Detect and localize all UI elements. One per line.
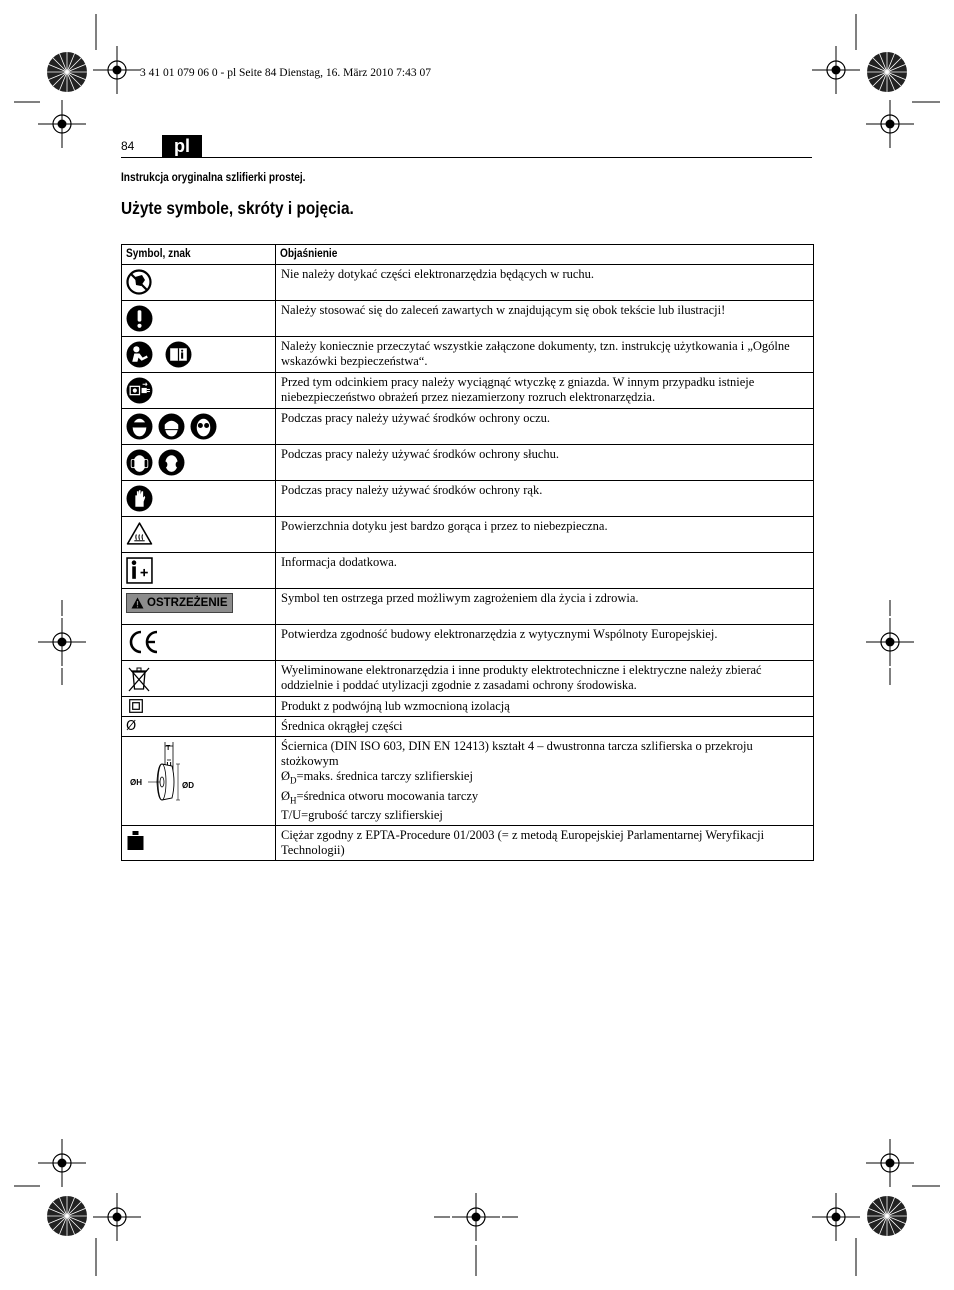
explanation-cell: Produkt z podwójną lub wzmocnioną izolacją: [276, 697, 814, 717]
explanation-cell: Wyeliminowane elektronarzędzia i inne produkty elektrotechniczne i elektryczne należy zbierać oddzielnie i poddać utylizacji zgodnie z zasadami ochrony środowiska.: [276, 661, 814, 697]
gloves-icon: [126, 485, 153, 512]
manual-book-icon: [165, 341, 192, 368]
explanation-cell: Podczas pracy należy używać środków ochrony oczu.: [276, 409, 814, 445]
explanation-cell: Przed tym odcinkiem pracy należy wyciągnąć wtyczkę z gniazda. W innym przypadku istnieje niebezpieczeństwo obrażeń przez niezamierzony rozruch elektronarzędzia.: [276, 373, 814, 409]
table-row: [122, 409, 814, 445]
table-row: [122, 481, 814, 517]
explanation-cell: Podczas pracy należy używać środków ochrony rąk.: [276, 481, 814, 517]
table-row: [122, 661, 814, 697]
explanation-line: $Ø_D=maks$. średnica tarczy szlifierskiej: [281, 769, 473, 786]
column-header-symbol: Symbol, znak: [122, 245, 276, 265]
table-row: [122, 445, 814, 481]
explanation-line: Ściernica (DIN ISO 603, DIN EN 12413) kształt 4 – dwustronna tarcza szlifierska o przekroju stożkowym: [281, 739, 753, 768]
table-row: [122, 737, 814, 826]
explanation-cell: Potwierdza zgodność budowy elektronarzędzia z wytycznymi Wspólnoty Europejskiej.: [276, 625, 814, 661]
ear-protection-icon: [158, 449, 185, 476]
unplug-icon: [126, 377, 153, 404]
explanation-cell: Średnica okrągłej części: [276, 717, 814, 737]
info-icon: [126, 557, 153, 584]
warning-label: [126, 593, 233, 613]
table-row: [122, 517, 814, 553]
safety-glasses-icon: [190, 413, 217, 440]
page-number: 84: [121, 139, 135, 153]
explanation-line: $Ø_H=średnica$ otworu mocowania tarczy: [281, 788, 479, 805]
warning-label-text: OSTRZEŻENIE: [147, 597, 228, 609]
table-row: [122, 697, 814, 717]
table-header-row: [122, 245, 814, 265]
diameter-symbol: Ø: [126, 719, 137, 734]
table-row: [122, 337, 814, 373]
weight-icon: [127, 831, 144, 850]
ear-protection-icon: [126, 449, 153, 476]
table-row: [122, 826, 814, 861]
explanation-cell: Nie należy dotykać części elektronarzędzia będących w ruchu.: [276, 265, 814, 301]
language-badge: pl: [162, 135, 202, 157]
double-insulation-icon: [129, 699, 143, 713]
diagram-label-h: ØH: [130, 778, 142, 787]
explanation-cell: [276, 737, 814, 826]
explanation-cell: Symbol ten ostrzega przed możliwym zagrożeniem dla życia i zdrowia.: [276, 589, 814, 625]
face-shield-icon: [158, 413, 185, 440]
goggles-icon: [126, 413, 153, 440]
print-slug: 3 41 01 079 06 0 - pl Seite 84 Dienstag, 16. März 2010 7:43 07: [140, 67, 431, 79]
column-header-explanation: Objaśnienie: [276, 245, 814, 265]
grinding-wheel-diagram-icon: [128, 740, 208, 812]
table-row: [122, 589, 814, 625]
table-row: [122, 717, 814, 737]
table-row: [122, 301, 814, 337]
explanation-cell: Informacja dodatkowa.: [276, 553, 814, 589]
explanation-cell: Podczas pracy należy używać środków ochrony słuchu.: [276, 445, 814, 481]
table-row: [122, 553, 814, 589]
document-subtitle: Instrukcja oryginalna szlifierki prostej.: [121, 172, 306, 184]
diagram-label-t: T: [166, 745, 171, 752]
explanation-cell: Powierzchnia dotyku jest bardzo gorąca i przez to niebezpieczna.: [276, 517, 814, 553]
warning-triangle-icon: [131, 597, 144, 609]
read-manual-icon: [126, 341, 153, 368]
mandatory-icon: [126, 305, 153, 332]
ce-mark-icon: [126, 629, 160, 655]
weee-bin-icon: [126, 665, 152, 693]
explanation-cell: Ciężar zgodny z EPTA-Procedure 01/2003 (= z metodą Europejskiej Parlamentarnej Weryfikacji Technologii): [276, 826, 814, 861]
explanation-cell: Należy stosować się do zaleceń zawartych w znajdującym się obok tekście lub ilustracji!: [276, 301, 814, 337]
explanation-cell: Należy koniecznie przeczytać wszystkie załączone dokumenty, tzn. instrukcję użytkowania i „Ogólne wskazówki bezpieczeństwa“.: [276, 337, 814, 373]
header-rule: [121, 157, 812, 158]
table-row: [122, 373, 814, 409]
table-row: [122, 265, 814, 301]
diagram-label-d: ØD: [182, 781, 194, 790]
section-title: Użyte symbole, skróty i pojęcia.: [121, 198, 354, 218]
table-row: [122, 625, 814, 661]
hot-surface-icon: [126, 521, 153, 546]
symbols-table: [121, 244, 814, 861]
no-touch-icon: [126, 269, 152, 295]
explanation-line: T/U=grubość tarczy szlifierskiej: [281, 808, 443, 822]
